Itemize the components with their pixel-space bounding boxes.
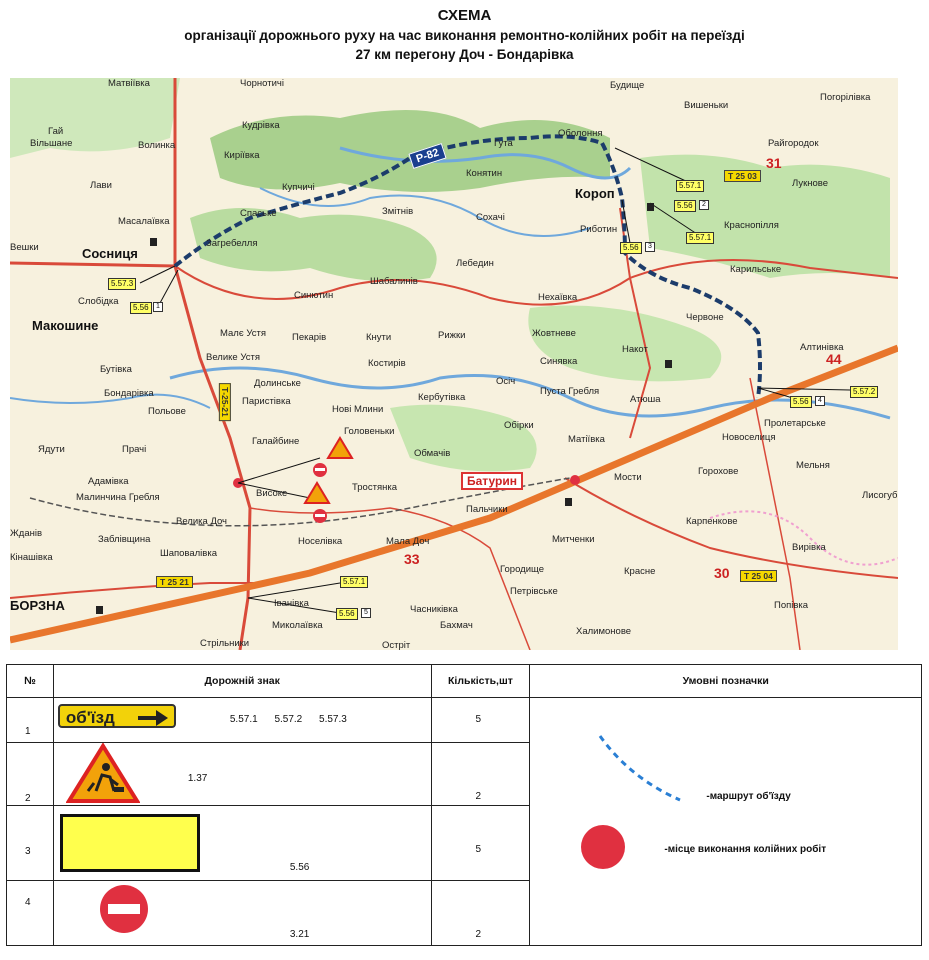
village-label: Жовтневе bbox=[532, 328, 576, 339]
village-label: Кнути bbox=[366, 332, 392, 343]
sign-label-5572: 5.57.2 bbox=[850, 386, 878, 398]
village-label: Велика Доч bbox=[176, 516, 228, 527]
village-label: Жданів bbox=[10, 528, 43, 539]
road-works-sign-icon bbox=[328, 438, 352, 458]
village-label: Нехаївка bbox=[538, 292, 578, 303]
town-baturyn: Батурин bbox=[461, 472, 523, 490]
yellow-plate-sign-icon bbox=[60, 814, 200, 872]
sign-label-556-3: 5.56 bbox=[620, 242, 642, 254]
sign-code: 1.37 bbox=[187, 773, 208, 784]
title-subtitle: організації дорожнього руху на час виконання ремонтно-колійних робіт на переїзді bbox=[184, 28, 745, 43]
village-label: Чорнотичі bbox=[240, 78, 284, 89]
road-badge-t2521b: Т 25 21 bbox=[156, 576, 193, 588]
village-label: Обірки bbox=[504, 420, 534, 431]
row-number: 3 bbox=[25, 846, 31, 857]
village-label: Масалаївка bbox=[118, 216, 170, 227]
village-label: Атюша bbox=[630, 394, 661, 405]
village-label: Галайбине bbox=[252, 436, 300, 447]
sign-label-556-2: 5.56 bbox=[674, 200, 696, 212]
road-number-33: 33 bbox=[404, 551, 420, 567]
village-label: Шабалинів bbox=[370, 276, 418, 287]
village-label: Киріївка bbox=[224, 150, 260, 161]
road-badge-r82: Р-82 bbox=[408, 143, 446, 169]
village-label: Петрівське bbox=[510, 586, 558, 597]
village-label: Носелівка bbox=[298, 536, 343, 547]
village-label: Тростянка bbox=[352, 482, 397, 493]
town-makoshyne: Макошине bbox=[32, 318, 99, 333]
region-border bbox=[710, 511, 898, 564]
village-label: Адамівка bbox=[88, 476, 129, 487]
village-label: Долинське bbox=[254, 378, 301, 389]
village-label: Погорілівка bbox=[820, 92, 871, 103]
village-label: Паристівка bbox=[242, 396, 291, 407]
detour-sign-text: об'їзд bbox=[65, 708, 115, 727]
village-label: Загребелля bbox=[206, 238, 258, 249]
sign-label-5571-c: 5.57.1 bbox=[340, 576, 368, 588]
village-label: Оболоння bbox=[558, 128, 603, 139]
forest-area bbox=[640, 155, 890, 278]
village-label: Попівка bbox=[774, 600, 809, 611]
village-label: Мости bbox=[614, 472, 642, 483]
village-label: Головеньки bbox=[344, 426, 395, 437]
fuel-station-icon bbox=[565, 498, 572, 506]
village-label: Мала Доч bbox=[386, 536, 430, 547]
village-label: Красне bbox=[624, 566, 656, 577]
village-label: Шаповалівка bbox=[160, 548, 217, 559]
sign-label-556-4: 5.56 bbox=[790, 396, 812, 408]
road-number-31: 31 bbox=[766, 155, 782, 171]
village-label: Будище bbox=[610, 80, 645, 91]
village-label: Вільшане bbox=[30, 138, 73, 149]
detour-sign-icon bbox=[58, 704, 176, 728]
village-label: Нові Млини bbox=[332, 404, 384, 415]
village-label: Лукнове bbox=[792, 178, 829, 189]
village-label: Бахмач bbox=[440, 620, 473, 631]
village-label: Польове bbox=[148, 406, 186, 417]
sign-number-2: 2 bbox=[699, 200, 709, 210]
town-korop: Короп bbox=[575, 186, 615, 201]
village-label: Миколаївка bbox=[272, 620, 323, 631]
quantity: 2 bbox=[475, 791, 482, 802]
quantity: 5 bbox=[475, 844, 482, 855]
village-label: Бутівка bbox=[100, 364, 132, 375]
village-label: Рижки bbox=[438, 330, 466, 341]
header-legend: Умовні позначки bbox=[530, 665, 922, 698]
village-label: Мельня bbox=[796, 460, 830, 471]
village-label: Вишеньки bbox=[684, 100, 729, 111]
village-label: Малє Устя bbox=[220, 328, 266, 339]
header-qty: Кількість,шт bbox=[431, 665, 530, 698]
row-number: 2 bbox=[25, 793, 31, 804]
village-label: Бондарівка bbox=[104, 388, 154, 399]
title-main: СХЕМА bbox=[437, 7, 492, 24]
village-label: Гута bbox=[494, 138, 513, 149]
sign-code: 3.21 bbox=[289, 929, 310, 940]
village-label: Райгородок bbox=[768, 138, 819, 149]
village-label: Алтинівка bbox=[800, 342, 844, 353]
village-label: Пуста Гребля bbox=[540, 386, 600, 397]
village-label: Лисогуб bbox=[862, 490, 898, 501]
village-label: Ядути bbox=[38, 444, 65, 455]
sign-codes: 5.57.1 5.57.2 5.57.3 bbox=[229, 714, 347, 725]
village-label: Митченки bbox=[552, 534, 595, 545]
village-label: Кербутівка bbox=[418, 392, 466, 403]
title-location: 27 км перегону Доч - Бондарівка bbox=[355, 47, 574, 62]
sign-label-556-5: 5.56 bbox=[336, 608, 358, 620]
road-works-sign-icon bbox=[305, 483, 329, 503]
quantity: 5 bbox=[475, 714, 482, 725]
road-number-44: 44 bbox=[826, 351, 842, 367]
sign-label-5571-b: 5.57.1 bbox=[686, 232, 714, 244]
arrow-right-icon bbox=[138, 710, 168, 726]
village-label: Карильське bbox=[730, 264, 782, 275]
village-label: Остріт bbox=[382, 640, 411, 650]
row-number: 1 bbox=[25, 726, 31, 737]
village-label: Матіївка bbox=[568, 434, 605, 445]
row-number: 4 bbox=[25, 897, 31, 908]
sign-number-4: 4 bbox=[815, 396, 825, 406]
table-row bbox=[7, 698, 922, 743]
village-label: Новоселиця bbox=[722, 432, 776, 443]
village-label: Матвіївка bbox=[108, 78, 150, 89]
sign-number-3: 3 bbox=[645, 242, 655, 252]
village-label: Слобідка bbox=[78, 296, 119, 307]
village-label: Вирівка bbox=[792, 542, 826, 553]
village-label: Осіч bbox=[496, 376, 516, 387]
village-label: Волинка bbox=[138, 140, 176, 151]
village-label: Лави bbox=[90, 180, 112, 191]
road-number-30: 30 bbox=[714, 565, 730, 581]
village-label: Малинчина Гребля bbox=[76, 492, 160, 503]
village-label: Пролетарське bbox=[764, 418, 826, 429]
village-label: Вешки bbox=[10, 242, 39, 253]
village-label: Кінашівка bbox=[10, 552, 53, 563]
fuel-station-icon bbox=[150, 238, 157, 246]
village-label: Спаське bbox=[240, 208, 277, 219]
work-point bbox=[570, 475, 580, 485]
village-label: Краснопілля bbox=[724, 220, 779, 231]
sign-number-5: 5 bbox=[361, 608, 371, 618]
fuel-station-icon bbox=[665, 360, 672, 368]
fuel-station-icon bbox=[647, 203, 654, 211]
detour-route-label: -маршрут об'їзду bbox=[706, 791, 791, 802]
village-label: Обмачів bbox=[414, 448, 451, 459]
village-label: Змітнів bbox=[382, 206, 414, 217]
village-label: Велике Устя bbox=[206, 352, 260, 363]
forest-area bbox=[390, 405, 537, 472]
sign-number-1: 1 bbox=[153, 302, 163, 312]
village-label: Карпенкове bbox=[686, 516, 738, 527]
map-background bbox=[10, 78, 898, 650]
sign-label-5571-a: 5.57.1 bbox=[676, 180, 704, 192]
quantity: 2 bbox=[475, 929, 482, 940]
road-works-sign-icon bbox=[66, 743, 140, 805]
village-label: Горохове bbox=[698, 466, 739, 477]
village-label: Іванівка bbox=[274, 598, 309, 609]
header-sign: Дорожній знак bbox=[53, 665, 431, 698]
legend-symbols bbox=[530, 698, 922, 946]
road-badge-t2521: Т-25-21 bbox=[219, 383, 231, 421]
sign-label-5573: 5.57.3 bbox=[108, 278, 136, 290]
header-num: № bbox=[7, 665, 54, 698]
road-badge-t2504: Т 25 04 bbox=[740, 570, 777, 582]
village-label: Накот bbox=[622, 344, 648, 355]
village-label: Городище bbox=[500, 564, 544, 575]
fuel-station-icon bbox=[96, 606, 103, 614]
village-label: Халимонове bbox=[576, 626, 632, 637]
village-label: Кудрівка bbox=[242, 120, 280, 131]
village-label: Костирів bbox=[368, 358, 406, 369]
village-label: Лебедин bbox=[456, 258, 494, 269]
village-label: Червоне bbox=[686, 312, 724, 323]
road-badge-t2503: Т 25 03 bbox=[724, 170, 761, 182]
village-label: Пекарів bbox=[292, 332, 327, 343]
work-place-icon bbox=[578, 822, 628, 872]
legend-table bbox=[6, 664, 922, 946]
village-label: Часниківка bbox=[410, 604, 458, 615]
village-label: Гай bbox=[48, 126, 64, 137]
work-place-label: -місце виконання колійних робіт bbox=[664, 844, 827, 855]
village-label: Стрільники bbox=[200, 638, 250, 649]
village-label: Синявка bbox=[540, 356, 578, 367]
village-label: Сохачі bbox=[476, 212, 505, 223]
detour-route-icon bbox=[590, 728, 710, 808]
village-label: Риботин bbox=[580, 224, 618, 235]
no-entry-sign-icon bbox=[94, 883, 154, 939]
route-map bbox=[10, 78, 898, 650]
sign-code: 5.56 bbox=[289, 862, 310, 873]
village-label: Пальчики bbox=[466, 504, 508, 515]
village-label: Прачі bbox=[122, 444, 147, 455]
village-label: Синютин bbox=[294, 290, 334, 301]
village-label: Конятин bbox=[466, 168, 503, 179]
village-label: Високе bbox=[256, 488, 288, 499]
sign-label-556-1: 5.56 bbox=[130, 302, 152, 314]
town-borzna: БОРЗНА bbox=[10, 598, 65, 613]
town-sosnytsia: Сосниця bbox=[82, 246, 138, 261]
road bbox=[565, 478, 898, 581]
title-block bbox=[0, 6, 929, 64]
village-label: Купчичі bbox=[282, 182, 315, 193]
village-label: Заблівщина bbox=[98, 534, 151, 545]
